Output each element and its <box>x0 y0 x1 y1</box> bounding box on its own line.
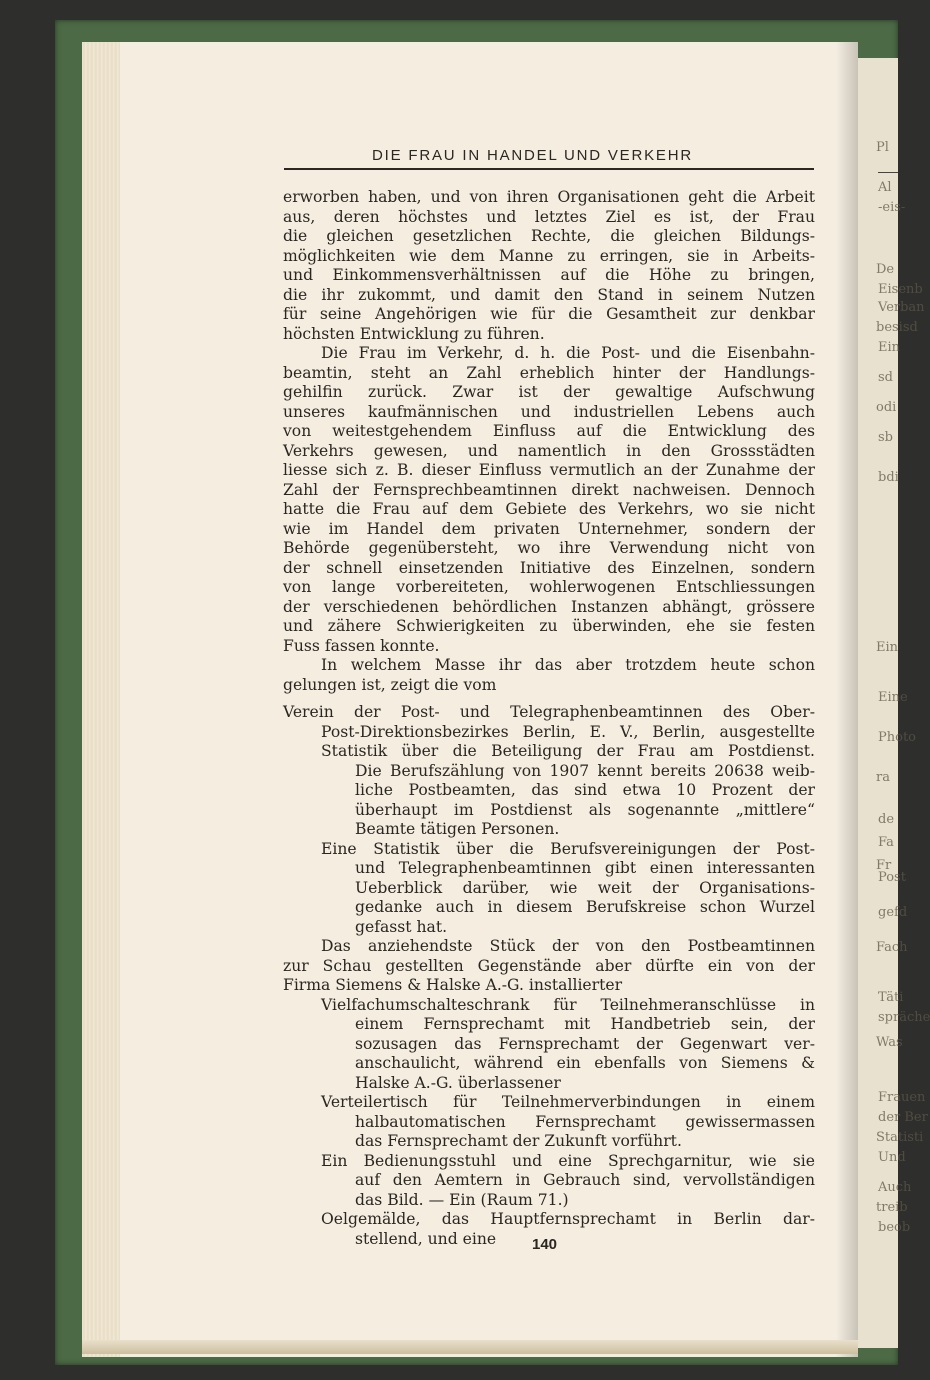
body-text <box>283 188 815 1249</box>
text-line: Vielfachumschalteschrank für Teilnehmeranschlüsse in <box>321 995 815 1014</box>
text-line: aus, deren höchstes und letztes Ziel es ist, der Frau <box>283 207 815 226</box>
text-line: gehilfin zurück. Zwar ist der gewaltige Aufschwung <box>283 383 815 401</box>
text-line: Fuss fassen konnte. <box>283 636 440 655</box>
paragraph-gap <box>283 695 815 703</box>
next-page-text-fragment: spräche <box>878 1010 930 1025</box>
next-page-text-fragment: Fa <box>878 835 894 850</box>
text-line: liche Postbeamten, das sind etwa 10 Prozent der <box>355 781 815 799</box>
next-page-text-fragment: Al <box>878 180 892 195</box>
text-line: Verkehrs gewesen, und namentlich in den Grossstädten <box>283 441 815 460</box>
next-page-text-fragment: -eis- <box>878 200 906 215</box>
next-page-text-fragment: Was <box>876 1035 903 1050</box>
text-line: gefasst hat. <box>355 917 448 936</box>
text-line: Behörde gegenübersteht, wo ihre Verwendung nicht von <box>283 539 815 557</box>
text-line: halbautomatischen Fernsprechamt gewissermassen <box>355 1112 815 1131</box>
text-line: der verschiedenen behördlichen Instanzen abhängt, grössere <box>283 597 815 616</box>
text-line: zur Schau gestellten Gegenstände aber dürfte ein von der <box>283 956 815 975</box>
text-line: Die Berufszählung von 1907 kennt bereits 20638 weib- <box>355 761 815 780</box>
text-line: Zahl der Fernsprechbeamtinnen direkt nachweisen. Dennoch <box>283 480 815 499</box>
next-page-text-fragment: ra <box>876 770 890 785</box>
next-page-text-fragment: sb <box>878 430 893 445</box>
page-number: 140 <box>532 1236 558 1253</box>
next-page-text-fragment: Post <box>878 870 906 885</box>
text-line: erworben haben, und von ihren Organisationen geht die Arbeit <box>283 188 815 206</box>
text-line: stellend, und eine <box>355 1229 497 1248</box>
next-page-text-fragment: Verban <box>878 300 925 315</box>
next-page-text-fragment: de <box>878 812 895 827</box>
text-line: die gleichen gesetzlichen Rechte, die gleichen Bildungs- <box>283 227 815 245</box>
next-page-text-fragment: Fach <box>876 940 908 955</box>
next-page-text-fragment: Auch <box>878 1180 912 1195</box>
next-page-text-fragment: De <box>876 262 895 277</box>
text-line: und Einkommensverhältnissen auf die Höhe zu bringen, <box>283 266 815 284</box>
text-line: beamtin, steht an Zahl erheblich hinter der Handlungs- <box>283 363 815 382</box>
text-line: Ein Bedienungsstuhl und eine Sprechgarnitur, wie sie <box>321 1151 815 1170</box>
next-page-text-fragment: bdi <box>878 470 899 485</box>
next-page-text-fragment: der Ber <box>878 1110 928 1125</box>
text-line: hatte die Frau auf dem Gebiete des Verkehrs, wo sie nicht <box>283 500 815 518</box>
text-line: Verein der Post- und Telegraphenbeamtinnen des Ober- <box>283 703 815 721</box>
next-page-text-fragment: Statisti <box>876 1130 924 1145</box>
next-page-text-fragment: Eine <box>878 690 908 705</box>
text-line: überhaupt im Postdienst als sogenannte „mittlere“ <box>355 800 815 819</box>
next-page-rule <box>878 172 898 173</box>
text-line: Firma Siemens & Halske A.-G. installierter <box>283 976 623 994</box>
text-line: und zähere Schwierigkeiten zu überwinden, ehe sie festen <box>283 617 815 635</box>
text-line: und Telegraphenbeamtinnen gibt einen interessanten <box>355 859 815 877</box>
text-line: Halske A.-G. überlassener <box>355 1073 561 1092</box>
text-line: liesse sich z. B. dieser Einfluss vermutlich an der Zunahme der <box>283 461 815 479</box>
text-line: Statistik über die Beteiligung der Frau am Postdienst. <box>321 742 815 760</box>
book-bottom-edge <box>82 1340 858 1354</box>
text-line: der schnell einsetzenden Initiative des Einzelnen, sondern <box>283 558 815 577</box>
text-line: auf den Aemtern in Gebrauch sind, vervollständigen <box>355 1171 815 1189</box>
running-header: DIE FRAU IN HANDEL UND VERKEHR <box>372 147 693 164</box>
text-line: In welchem Masse ihr das aber trotzdem heute schon <box>321 656 815 674</box>
next-page-text-fragment: Eisenb <box>878 282 923 297</box>
text-line: gedanke auch in diesem Berufskreise schon Wurzel <box>355 898 815 916</box>
text-line: Eine Statistik über die Berufsvereinigungen der Post- <box>321 839 815 858</box>
text-line: einem Fernsprechamt mit Handbetrieb sein, der <box>355 1015 815 1033</box>
next-page-text-fragment: Ein <box>878 340 901 355</box>
text-line: Verteilertisch für Teilnehmerverbindungen in einem <box>321 1093 815 1111</box>
next-page-text-fragment: Ein <box>876 640 899 655</box>
text-line: gelungen ist, zeigt die vom <box>283 675 497 694</box>
next-page-text-fragment: Pl <box>876 140 889 155</box>
text-line: Beamte tätigen Personen. <box>355 820 560 838</box>
text-line: unseres kaufmännischen und industriellen Lebens auch <box>283 402 815 421</box>
next-page-edge <box>858 58 930 1348</box>
text-line: Oelgemälde, das Hauptfernsprechamt in Berlin dar- <box>321 1210 815 1228</box>
text-line: Ueberblick darüber, wie weit der Organisations- <box>355 878 815 897</box>
text-line: die ihr zukommt, und damit den Stand in seinem Nutzen <box>283 285 815 304</box>
next-page-text-fragment: Photo <box>878 730 916 745</box>
text-line: anschaulicht, während ein ebenfalls von Siemens & <box>355 1054 815 1072</box>
header-rule <box>284 168 814 170</box>
next-page-text-fragment: Fr <box>876 858 892 873</box>
next-page-text-fragment: Und <box>878 1150 906 1165</box>
next-page-text-fragment: treib <box>876 1200 908 1215</box>
text-line: höchsten Entwicklung zu führen. <box>283 324 545 343</box>
text-line: das Fernsprechamt der Zukunft vorführt. <box>355 1132 682 1150</box>
next-page-text-fragment: odi <box>876 400 897 415</box>
next-page-text-fragment: besisd <box>876 320 918 335</box>
text-line: von weitestgehendem Einfluss auf die Entwicklung des <box>283 422 815 440</box>
text-line: Post-Direktionsbezirkes Berlin, E. V., Berlin, ausgestellte <box>321 722 815 741</box>
next-page-text-fragment: sd <box>878 370 893 385</box>
text-line: für seine Angehörigen wie für die Gesamtheit zur denkbar <box>283 305 815 323</box>
page-gutter-shadow <box>836 42 858 1357</box>
text-line: wie im Handel dem privaten Unternehmer, sondern der <box>283 519 815 538</box>
next-page-text-fragment: Frauen <box>878 1090 926 1105</box>
next-page-text-fragment: gefd <box>878 905 908 920</box>
text-line: Das anziehendste Stück der von den Postbeamtinnen <box>321 937 815 955</box>
text-line: Die Frau im Verkehr, d. h. die Post- und die Eisenbahn- <box>321 344 815 362</box>
text-line: sozusagen das Fernsprechamt der Gegenwart ver- <box>355 1034 815 1053</box>
text-line: das Bild. — Ein (Raum 71.) <box>355 1190 569 1209</box>
text-line: möglichkeiten wie dem Manne zu erringen, sie in Arbeits- <box>283 246 815 265</box>
next-page-text-fragment: beob <box>878 1220 911 1235</box>
text-line: von lange vorbereiteten, wohlerwogenen Entschliessungen <box>283 578 815 596</box>
next-page-text-fragment: Täti <box>878 990 904 1005</box>
page-edges <box>82 42 124 1357</box>
